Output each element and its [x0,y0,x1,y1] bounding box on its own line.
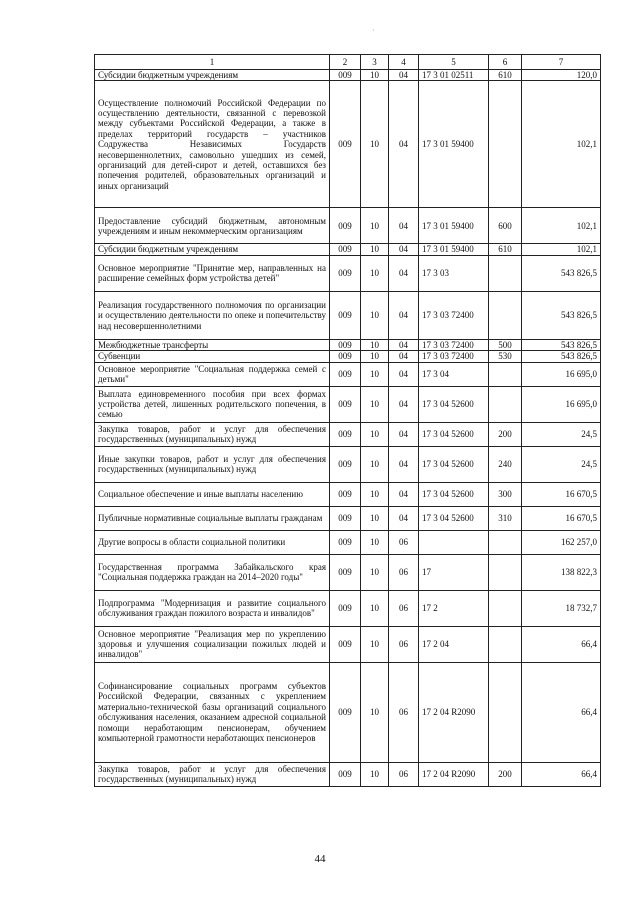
table-row [95,590,601,626]
row-name-cell: Государственная программа Забайкальского края "Социальная поддержка граждан на 2014–2020 годы" [95,554,330,590]
subsection-code-cell: 04 [389,422,419,446]
target-article-code-cell: 17 3 04 52600 [419,422,489,446]
table-row [95,762,601,786]
row-name-cell: Софинансирование социальных программ субъектов Российской Федерации, связанных с укреплением материально-технической базы организаций социального обслуживания населения, оказанием адресной социальной помощи неработающим пенсионерам, обучением компьютерной грамотности неработающих пенсионеров [95,662,330,762]
table-row [95,482,601,506]
section-code-cell: 10 [361,506,389,530]
row-name-cell: Основное мероприятие "Социальная поддержка семей с детьми" [95,362,330,386]
section-code-cell: 10 [361,422,389,446]
expense-type-code-cell: 610 [489,70,522,81]
subsection-code-cell: 04 [389,351,419,362]
target-article-code-cell: 17 [419,554,489,590]
table-row [95,255,601,291]
expense-type-code-cell [489,291,522,339]
section-code-cell: 10 [361,446,389,482]
table-row [95,626,601,662]
header-cell: 2 [330,55,361,70]
row-name-cell: Реализация государственного полномочия по организации и осуществлению деятельности по опеке и попечительству над несовершеннолетними [95,291,330,339]
subsection-code-cell: 04 [389,386,419,422]
row-name-cell: Субсидии бюджетным учреждениям [95,244,330,255]
subsection-code-cell: 04 [389,255,419,291]
table-row [95,208,601,244]
subsection-code-cell: 04 [389,208,419,244]
ved-code-cell: 009 [330,530,361,554]
amount-cell: 24,5 [522,422,601,446]
ved-code-cell: 009 [330,662,361,762]
table-row [95,362,601,386]
expense-type-code-cell [489,530,522,554]
target-article-code-cell: 17 3 04 52600 [419,386,489,422]
row-name-cell: Субсидии бюджетным учреждениям [95,70,330,81]
section-code-cell: 10 [361,362,389,386]
subsection-code-cell: 04 [389,291,419,339]
section-code-cell: 10 [361,590,389,626]
section-code-cell: 10 [361,482,389,506]
section-code-cell: 10 [361,554,389,590]
target-article-code-cell: 17 3 04 52600 [419,506,489,530]
target-article-code-cell [419,530,489,554]
amount-cell: 16 695,0 [522,362,601,386]
expense-type-code-cell [489,626,522,662]
ved-code-cell: 009 [330,81,361,208]
table-row [95,422,601,446]
ved-code-cell: 009 [330,422,361,446]
amount-cell: 66,4 [522,762,601,786]
table-body [95,70,601,787]
header-cell: 3 [361,55,389,70]
row-name-cell: Иные закупки товаров, работ и услуг для обеспечения государственных (муниципальных) нужд [95,446,330,482]
table-row [95,244,601,255]
amount-cell: 102,1 [522,208,601,244]
section-code-cell: 10 [361,81,389,208]
section-code-cell: 10 [361,244,389,255]
subsection-code-cell: 04 [389,70,419,81]
expense-type-code-cell: 200 [489,762,522,786]
expense-type-code-cell: 310 [489,506,522,530]
row-name-cell: Закупка товаров, работ и услуг для обеспечения государственных (муниципальных) нужд [95,422,330,446]
expense-type-code-cell [489,662,522,762]
ved-code-cell: 009 [330,339,361,350]
ved-code-cell: 009 [330,590,361,626]
subsection-code-cell: 06 [389,590,419,626]
header-cell: 6 [489,55,522,70]
section-code-cell: 10 [361,662,389,762]
amount-cell: 66,4 [522,626,601,662]
row-name-cell: Субвенции [95,351,330,362]
row-name-cell: Социальное обеспечение и иные выплаты населению [95,482,330,506]
row-name-cell: Выплата единовременного пособия при всех формах устройства детей, лишенных родительского попечения, в семью [95,386,330,422]
amount-cell: 162 257,0 [522,530,601,554]
target-article-code-cell: 17 3 04 52600 [419,446,489,482]
scan-mark: · [372,26,375,35]
expense-type-code-cell: 300 [489,482,522,506]
ved-code-cell: 009 [330,506,361,530]
amount-cell: 543 826,5 [522,339,601,350]
target-article-code-cell: 17 3 01 59400 [419,244,489,255]
ved-code-cell: 009 [330,208,361,244]
table-header-row [95,55,601,70]
ved-code-cell: 009 [330,362,361,386]
page-number: 44 [314,853,326,865]
amount-cell: 18 732,7 [522,590,601,626]
expense-type-code-cell: 500 [489,339,522,350]
target-article-code-cell: 17 3 03 72400 [419,351,489,362]
amount-cell: 120,0 [522,70,601,81]
subsection-code-cell: 04 [389,446,419,482]
expense-type-code-cell [489,255,522,291]
section-code-cell: 10 [361,339,389,350]
amount-cell: 16 695,0 [522,386,601,422]
expense-type-code-cell [489,386,522,422]
section-code-cell: 10 [361,530,389,554]
table-row [95,554,601,590]
subsection-code-cell: 06 [389,762,419,786]
subsection-code-cell: 06 [389,662,419,762]
subsection-code-cell: 04 [389,482,419,506]
subsection-code-cell: 04 [389,362,419,386]
ved-code-cell: 009 [330,446,361,482]
expense-type-code-cell: 600 [489,208,522,244]
expense-type-code-cell: 610 [489,244,522,255]
subsection-code-cell: 04 [389,81,419,208]
target-article-code-cell: 17 2 [419,590,489,626]
subsection-code-cell: 04 [389,506,419,530]
table-row [95,70,601,81]
ved-code-cell: 009 [330,762,361,786]
target-article-code-cell: 17 2 04 R2090 [419,762,489,786]
row-name-cell: Предоставление субсидий бюджетным, автономным учреждениям и иным некоммерческим организациям [95,208,330,244]
row-name-cell: Основное мероприятие "Принятие мер, направленных на расширение семейных форм устройства детей" [95,255,330,291]
section-code-cell: 10 [361,70,389,81]
section-code-cell: 10 [361,386,389,422]
section-code-cell: 10 [361,208,389,244]
expense-type-code-cell [489,554,522,590]
subsection-code-cell: 06 [389,554,419,590]
ved-code-cell: 009 [330,244,361,255]
header-cell: 7 [522,55,601,70]
target-article-code-cell: 17 3 04 52600 [419,482,489,506]
header-cell: 4 [389,55,419,70]
subsection-code-cell: 04 [389,339,419,350]
row-name-cell: Другие вопросы в области социальной политики [95,530,330,554]
table-row [95,351,601,362]
table-row [95,339,601,350]
expense-type-code-cell [489,362,522,386]
row-name-cell: Публичные нормативные социальные выплаты гражданам [95,506,330,530]
row-name-cell: Осуществление полномочий Российской Федерации по осуществлению деятельности, связанной с перевозкой между субъектами Российской Федерации, а также в пределах территорий государств – участников Содружества Независимых Государств несовершеннолетних, самовольно ушедших из семей, организаций для детей-сирот и детей, оставшихся без попечения родителей, образовательных организаций и иных организаций [95,81,330,208]
target-article-code-cell: 17 2 04 R2090 [419,662,489,762]
subsection-code-cell: 06 [389,626,419,662]
table-row [95,530,601,554]
amount-cell: 24,5 [522,446,601,482]
row-name-cell: Закупка товаров, работ и услуг для обеспечения государственных (муниципальных) нужд [95,762,330,786]
subsection-code-cell: 04 [389,244,419,255]
ved-code-cell: 009 [330,70,361,81]
target-article-code-cell: 17 3 04 [419,362,489,386]
amount-cell: 543 826,5 [522,291,601,339]
ved-code-cell: 009 [330,482,361,506]
target-article-code-cell: 17 3 03 [419,255,489,291]
amount-cell: 543 826,5 [522,255,601,291]
row-name-cell: Основное мероприятие "Реализация мер по укреплению здоровья и улучшения социализации пожилых людей и инвалидов" [95,626,330,662]
amount-cell: 138 822,3 [522,554,601,590]
target-article-code-cell: 17 2 04 [419,626,489,662]
expense-type-code-cell [489,590,522,626]
amount-cell: 102,1 [522,244,601,255]
header-cell: 5 [419,55,489,70]
expense-type-code-cell [489,81,522,208]
expense-type-code-cell: 200 [489,422,522,446]
target-article-code-cell: 17 3 03 72400 [419,339,489,350]
section-code-cell: 10 [361,762,389,786]
ved-code-cell: 009 [330,351,361,362]
section-code-cell: 10 [361,626,389,662]
budget-table [94,54,601,787]
ved-code-cell: 009 [330,626,361,662]
ved-code-cell: 009 [330,291,361,339]
row-name-cell: Межбюджетные трансферты [95,339,330,350]
subsection-code-cell: 06 [389,530,419,554]
section-code-cell: 10 [361,291,389,339]
table-row [95,446,601,482]
header-cell: 1 [95,55,330,70]
ved-code-cell: 009 [330,386,361,422]
expense-type-code-cell: 530 [489,351,522,362]
amount-cell: 102,1 [522,81,601,208]
amount-cell: 543 826,5 [522,351,601,362]
table-row [95,386,601,422]
row-name-cell: Подпрограмма "Модернизация и развитие социального обслуживания граждан пожилого возраста и инвалидов" [95,590,330,626]
amount-cell: 16 670,5 [522,506,601,530]
ved-code-cell: 009 [330,255,361,291]
expense-type-code-cell: 240 [489,446,522,482]
ved-code-cell: 009 [330,554,361,590]
table-row [95,81,601,208]
table-row [95,291,601,339]
target-article-code-cell: 17 3 03 72400 [419,291,489,339]
amount-cell: 16 670,5 [522,482,601,506]
section-code-cell: 10 [361,255,389,291]
target-article-code-cell: 17 3 01 59400 [419,208,489,244]
section-code-cell: 10 [361,351,389,362]
target-article-code-cell: 17 3 01 59400 [419,81,489,208]
amount-cell: 66,4 [522,662,601,762]
target-article-code-cell: 17 3 01 02511 [419,70,489,81]
table-row [95,506,601,530]
table-row [95,662,601,762]
